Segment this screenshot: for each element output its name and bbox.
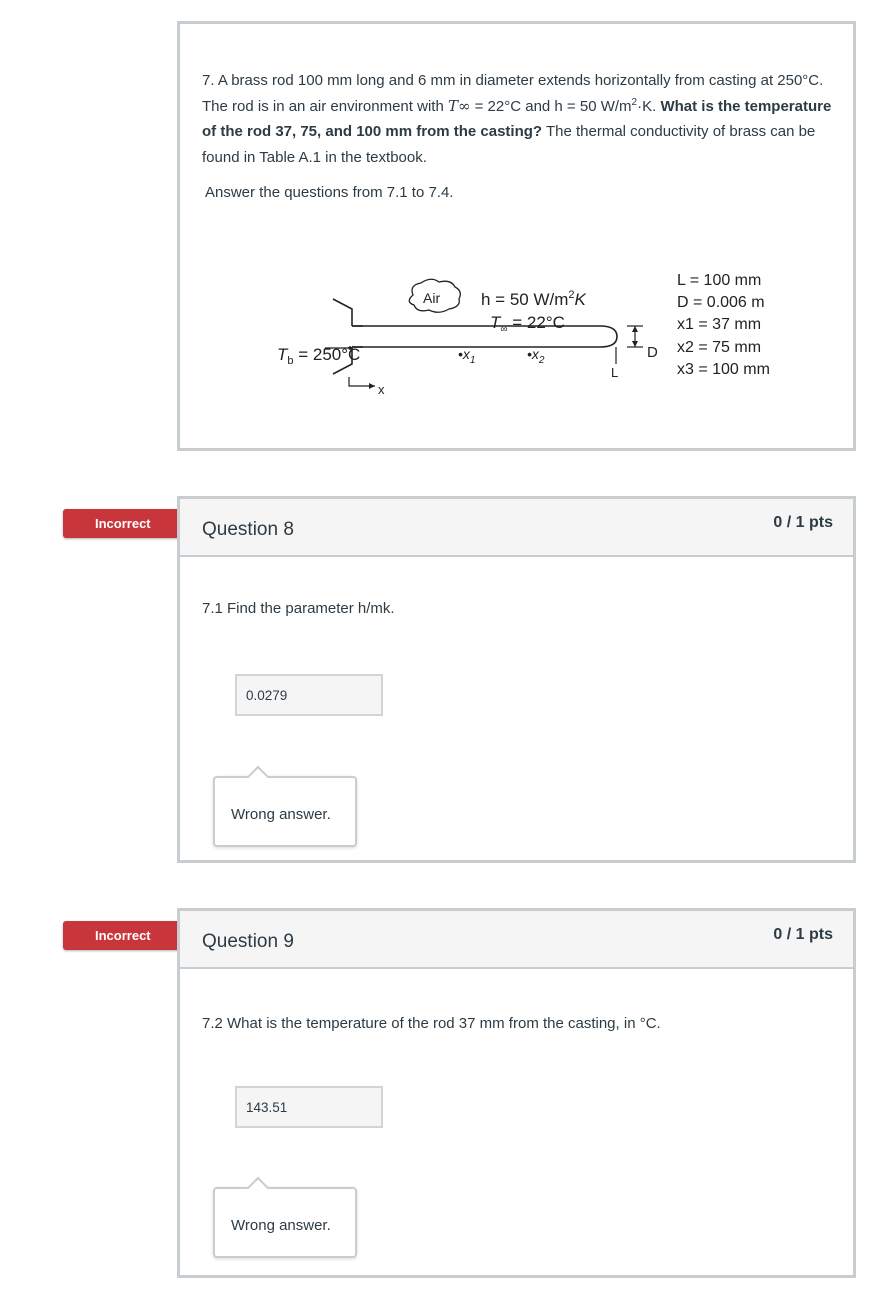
param-d: D = 0.006 m xyxy=(677,294,765,311)
x-axis-arrowhead xyxy=(369,383,375,389)
x1-label: $•x_1$ xyxy=(458,346,476,366)
question-title: Question 9 xyxy=(202,931,294,952)
feedback-text: Wrong answer. xyxy=(231,1217,331,1234)
problem-text-part: The thermal conductivity of brass can be found in Table A.1 in the textbook. xyxy=(202,123,816,166)
feedback-box xyxy=(213,1187,357,1258)
param-l: L = 100 mm xyxy=(677,272,762,289)
param-x3: x3 = 100 mm xyxy=(677,361,770,378)
problem-card xyxy=(177,21,856,451)
feedback-arrow xyxy=(247,1177,270,1200)
question-title: Question 8 xyxy=(202,519,294,540)
incorrect-badge xyxy=(63,509,184,538)
x2-label: $•x_2$ xyxy=(527,346,545,366)
question-card xyxy=(177,908,856,1278)
badge-label: Incorrect xyxy=(95,928,151,943)
question-header xyxy=(180,499,853,557)
badge-label: Incorrect xyxy=(95,516,151,531)
question-text: 7.2 What is the temperature of the rod 37 mm from the casting, in °C. xyxy=(202,1015,661,1032)
param-x1: x1 = 37 mm xyxy=(677,316,762,333)
tinf-label: $T_\infty = 22^\circ C$ xyxy=(490,313,565,335)
h-label: h = 50 $W/m^2K$ xyxy=(481,289,586,309)
problem-text-part: 7. A brass rod 100 mm long and 6 mm in diameter extends horizontally from casting at 250°C. The rod is in an air environment with xyxy=(202,72,824,115)
feedback-text: Wrong answer. xyxy=(231,806,331,823)
t-infinity-symbol: T∞ xyxy=(447,96,471,115)
question-points: 0 / 1 pts xyxy=(773,926,833,943)
feedback-box xyxy=(213,776,357,847)
problem-question-bold: What is the temperature of the rod 37, 75, and 100 mm from the casting? xyxy=(202,97,832,140)
question-text: 7.1 Find the parameter h/mk. xyxy=(202,600,395,617)
problem-text-part: = 22°C and h = 50 W/m xyxy=(470,97,632,115)
question-points: 0 / 1 pts xyxy=(773,514,833,531)
incorrect-badge xyxy=(63,921,184,950)
answer-field[interactable]: 0.0279 xyxy=(235,674,383,716)
l-label: L xyxy=(611,365,619,380)
d-label: D xyxy=(647,344,658,361)
instructions: Answer the questions from 7.1 to 7.4. xyxy=(205,184,454,201)
question-card xyxy=(177,496,856,863)
param-x2: x2 = 75 mm xyxy=(677,339,762,356)
rod xyxy=(352,326,617,347)
feedback-arrow xyxy=(247,766,270,789)
air-label: Air xyxy=(423,290,441,306)
d-dim-arrowhead-top xyxy=(632,326,638,332)
question-header xyxy=(180,911,853,969)
d-dim-arrowhead-bottom xyxy=(632,341,638,347)
casting-wall-top xyxy=(333,299,352,326)
tb-label: $T_b = 250^\circ C$ xyxy=(277,345,361,367)
exponent: 2 xyxy=(631,96,638,108)
x-axis-label: x xyxy=(378,382,385,397)
problem-text-part: ·K. xyxy=(637,97,661,115)
problem-statement xyxy=(202,68,842,170)
rod-diagram xyxy=(225,249,845,399)
answer-field[interactable]: 143.51 xyxy=(235,1086,383,1128)
